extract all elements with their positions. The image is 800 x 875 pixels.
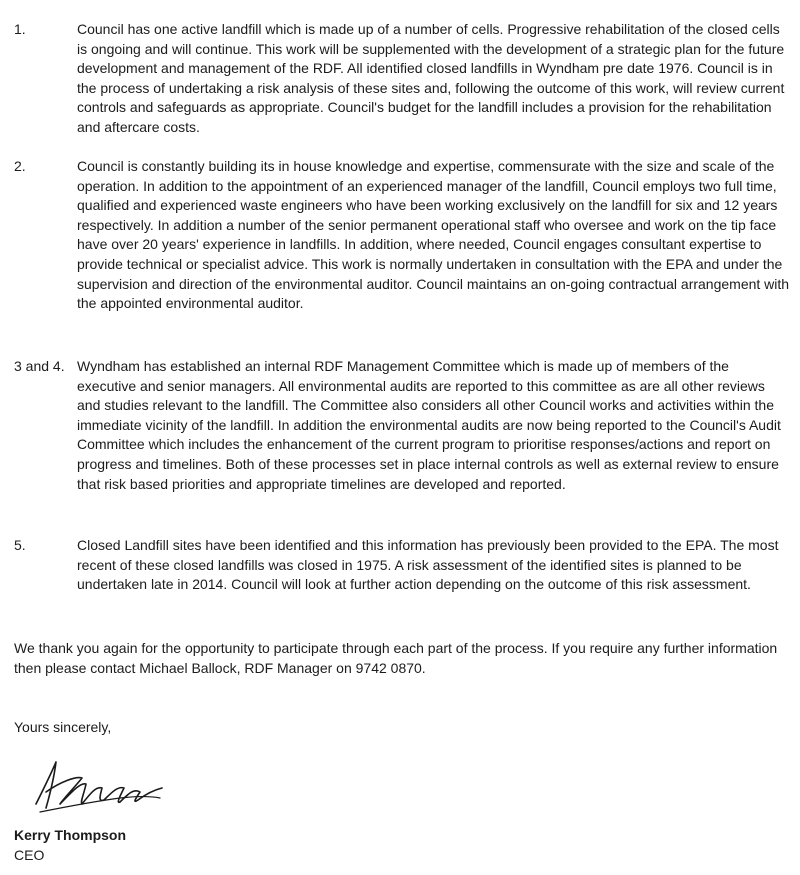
- item-number: 2.: [14, 158, 26, 174]
- signatory-title: CEO: [14, 847, 45, 863]
- item-number: 3 and 4.: [14, 358, 65, 374]
- closing-paragraph: We thank you again for the opportunity to participate through each part of the process. If you require any further information then please contact Michael Ballock, RDF Manager on 9742 0870.: [14, 640, 778, 676]
- item-text: Closed Landfill sites have been identified and this information has previously been provided to the EPA. The most recent of these closed landfills was closed in 1975. A risk assessment of the identified sites is planned to be undertaken late in 2014. Council will look at further action depending on the outcome of this risk assessment.: [77, 537, 779, 593]
- list-item: [14, 157, 794, 314]
- list-item: [14, 536, 794, 595]
- signatory-name: Kerry Thompson: [14, 827, 127, 843]
- item-text: Wyndham has established an internal RDF Management Committee which is made up of members of the executive and senior managers. All environmental audits are reported to this committee as are all other reviews and studies relevant to the landfill. The Committee also considers all other Council works and activities within the immediate vicinity of the landfill. In addition the environmental audits are now being reported to the Council's Audit Committee which includes the enhancement of the current program to prioritise responses/actions and report on progress and timelines. Both of these processes set in place internal controls as well as external review to ensure that risk based priorities and appropriate timelines are developed and reported.: [77, 358, 781, 492]
- list-item: [14, 20, 794, 138]
- item-number: 1.: [14, 21, 26, 37]
- item-number: 5.: [14, 537, 26, 553]
- salutation: Yours sincerely,: [14, 719, 112, 735]
- list-item: [14, 357, 794, 494]
- item-text: Council has one active landfill which is made up of a number of cells. Progressive rehabilitation of the closed cells is ongoing and will continue. This work will be supplemented with the development of a strategic plan for the future development and management of the RDF. All identified closed landfills in Wyndham pre date 1976. Council is in the process of undertaking a risk analysis of these sites and, following the outcome of this work, will review current controls and safeguards as appropriate. Council's budget for the landfill includes a provision for the rehabilitation and aftercare costs.: [77, 21, 785, 135]
- item-text: Council is constantly building its in house knowledge and expertise, commensurate with the size and scale of the operation. In addition to the appointment of an experienced manager of the landfill, Council employs two full time, qualified and experienced waste engineers who have been working exclusively on the landfill for six and 12 years respectively. In addition a number of the senior permanent operational staff who oversee and work on the tip face have over 20 years' experience in landfills. In addition, where needed, Council engages consultant expertise to provide technical or specialist advice. This work is normally undertaken in consultation with the EPA and under the supervision and direction of the environmental auditor. Council maintains an on-going contractual arrangement with the appointed environmental auditor.: [77, 158, 790, 312]
- handwritten-signature-icon: [20, 752, 180, 822]
